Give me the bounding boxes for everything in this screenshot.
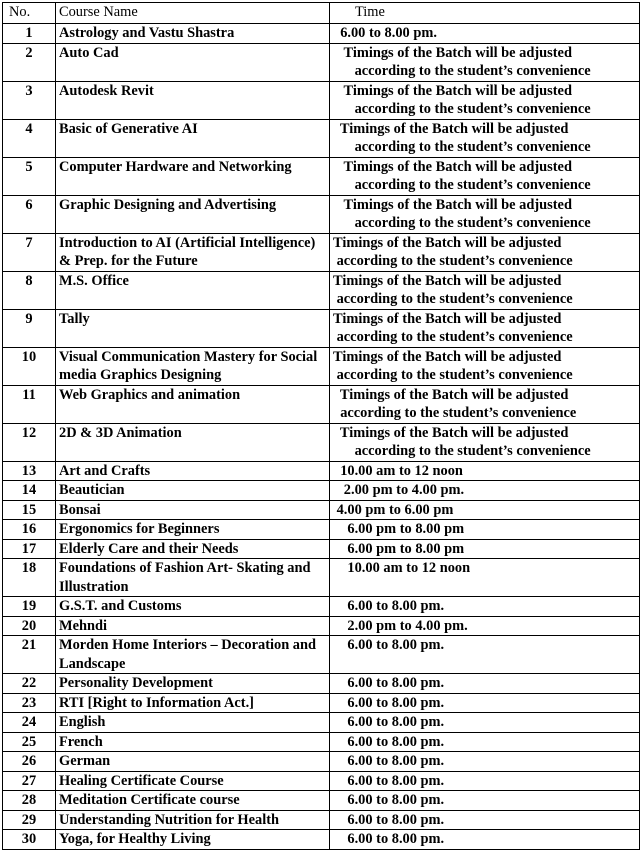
table-row [3, 539, 640, 559]
table-row [3, 481, 640, 501]
course-time: Timings of the Batch will be adjusted according to the student’s convenience [330, 271, 640, 309]
table-row [3, 81, 640, 119]
table-row [3, 500, 640, 520]
course-name: Astrology and Vastu Shastra [56, 24, 330, 44]
course-time: 6.00 pm to 8.00 pm [330, 539, 640, 559]
course-time: 6.00 to 8.00 pm. [330, 597, 640, 617]
row-number: 18 [3, 559, 56, 597]
table-row [3, 520, 640, 540]
row-number: 8 [3, 271, 56, 309]
course-time: 2.00 pm to 4.00 pm. [330, 616, 640, 636]
table-row [3, 771, 640, 791]
header-row [3, 3, 640, 24]
course-name: Foundations of Fashion Art- Skating and Illustration [56, 559, 330, 597]
row-number: 11 [3, 385, 56, 423]
course-time: 6.00 to 8.00 pm. [330, 752, 640, 772]
course-time: Timings of the Batch will be adjusted according to the student’s convenience [330, 195, 640, 233]
table-row [3, 195, 640, 233]
table-row [3, 616, 640, 636]
row-number: 2 [3, 43, 56, 81]
row-number: 3 [3, 81, 56, 119]
course-time: 10.00 am to 12 noon [330, 559, 640, 597]
row-number: 28 [3, 791, 56, 811]
table-row [3, 271, 640, 309]
course-time: 6.00 to 8.00 pm. [330, 810, 640, 830]
course-time: Timings of the Batch will be adjusted according to the student’s convenience [330, 309, 640, 347]
course-time: Timings of the Batch will be adjusted according to the student’s convenience [330, 423, 640, 461]
course-name: Bonsai [56, 500, 330, 520]
course-time: 2.00 pm to 4.00 pm. [330, 481, 640, 501]
row-number: 30 [3, 830, 56, 850]
course-name: Tally [56, 309, 330, 347]
row-number: 16 [3, 520, 56, 540]
row-number: 5 [3, 157, 56, 195]
course-name: Yoga, for Healthy Living [56, 830, 330, 850]
course-name: Healing Certificate Course [56, 771, 330, 791]
header-course-name: Course Name [56, 3, 330, 24]
course-name: Beautician [56, 481, 330, 501]
course-time: Timings of the Batch will be adjusted according to the student’s convenience [330, 385, 640, 423]
course-name: Understanding Nutrition for Health [56, 810, 330, 830]
course-name: Art and Crafts [56, 461, 330, 481]
course-time: 6.00 to 8.00 pm. [330, 732, 640, 752]
table-row [3, 674, 640, 694]
course-name: 2D & 3D Animation [56, 423, 330, 461]
table-row [3, 713, 640, 733]
row-number: 12 [3, 423, 56, 461]
course-time: Timings of the Batch will be adjusted according to the student’s convenience [330, 347, 640, 385]
course-name: German [56, 752, 330, 772]
row-number: 20 [3, 616, 56, 636]
course-time: 6.00 to 8.00 pm. [330, 791, 640, 811]
course-name: RTI [Right to Information Act.] [56, 693, 330, 713]
row-number: 6 [3, 195, 56, 233]
course-name: Personality Development [56, 674, 330, 694]
table-row [3, 385, 640, 423]
table-row [3, 810, 640, 830]
course-time: Timings of the Batch will be adjusted according to the student’s convenience [330, 43, 640, 81]
table-row [3, 597, 640, 617]
course-time: 6.00 to 8.00 pm. [330, 24, 640, 44]
course-name: French [56, 732, 330, 752]
table-row [3, 347, 640, 385]
course-name: Introduction to AI (Artificial Intelligence) & Prep. for the Future [56, 233, 330, 271]
row-number: 22 [3, 674, 56, 694]
course-timetable [2, 2, 640, 850]
course-time: 6.00 to 8.00 pm. [330, 713, 640, 733]
course-name: Computer Hardware and Networking [56, 157, 330, 195]
row-number: 24 [3, 713, 56, 733]
course-time: 6.00 to 8.00 pm. [330, 674, 640, 694]
course-name: Meditation Certificate course [56, 791, 330, 811]
row-number: 29 [3, 810, 56, 830]
table-row [3, 693, 640, 713]
table-row [3, 732, 640, 752]
row-number: 17 [3, 539, 56, 559]
header-time: Time [330, 3, 640, 24]
course-time: Timings of the Batch will be adjusted according to the student’s convenience [330, 81, 640, 119]
course-name: Autodesk Revit [56, 81, 330, 119]
course-name: Morden Home Interiors – Decoration and Landscape [56, 636, 330, 674]
course-time: 6.00 to 8.00 pm. [330, 771, 640, 791]
row-number: 27 [3, 771, 56, 791]
course-name: Auto Cad [56, 43, 330, 81]
table-row [3, 157, 640, 195]
table-row [3, 791, 640, 811]
row-number: 26 [3, 752, 56, 772]
row-number: 14 [3, 481, 56, 501]
course-name: Visual Communication Mastery for Social media Graphics Designing [56, 347, 330, 385]
header-no: No. [3, 3, 56, 24]
row-number: 1 [3, 24, 56, 44]
course-time: 6.00 to 8.00 pm. [330, 636, 640, 674]
course-name: Basic of Generative AI [56, 119, 330, 157]
table-row [3, 309, 640, 347]
course-name: Elderly Care and their Needs [56, 539, 330, 559]
course-name: English [56, 713, 330, 733]
course-name: Ergonomics for Beginners [56, 520, 330, 540]
table-row [3, 43, 640, 81]
course-name: G.S.T. and Customs [56, 597, 330, 617]
row-number: 10 [3, 347, 56, 385]
course-name: Web Graphics and animation [56, 385, 330, 423]
course-time: Timings of the Batch will be adjusted according to the student’s convenience [330, 233, 640, 271]
course-time: 4.00 pm to 6.00 pm [330, 500, 640, 520]
course-time: 6.00 pm to 8.00 pm [330, 520, 640, 540]
course-name: Graphic Designing and Advertising [56, 195, 330, 233]
row-number: 13 [3, 461, 56, 481]
course-time: 6.00 to 8.00 pm. [330, 830, 640, 850]
row-number: 4 [3, 119, 56, 157]
table-row [3, 119, 640, 157]
course-time: Timings of the Batch will be adjusted according to the student’s convenience [330, 119, 640, 157]
table-row [3, 752, 640, 772]
table-row [3, 559, 640, 597]
row-number: 15 [3, 500, 56, 520]
row-number: 25 [3, 732, 56, 752]
row-number: 9 [3, 309, 56, 347]
table-row [3, 636, 640, 674]
table-row [3, 233, 640, 271]
table-row [3, 461, 640, 481]
table-row [3, 24, 640, 44]
table-row [3, 830, 640, 850]
row-number: 21 [3, 636, 56, 674]
row-number: 7 [3, 233, 56, 271]
table-row [3, 423, 640, 461]
course-name: Mehndi [56, 616, 330, 636]
row-number: 19 [3, 597, 56, 617]
row-number: 23 [3, 693, 56, 713]
course-name: M.S. Office [56, 271, 330, 309]
course-time: 10.00 am to 12 noon [330, 461, 640, 481]
course-time: Timings of the Batch will be adjusted according to the student’s convenience [330, 157, 640, 195]
course-time: 6.00 to 8.00 pm. [330, 693, 640, 713]
